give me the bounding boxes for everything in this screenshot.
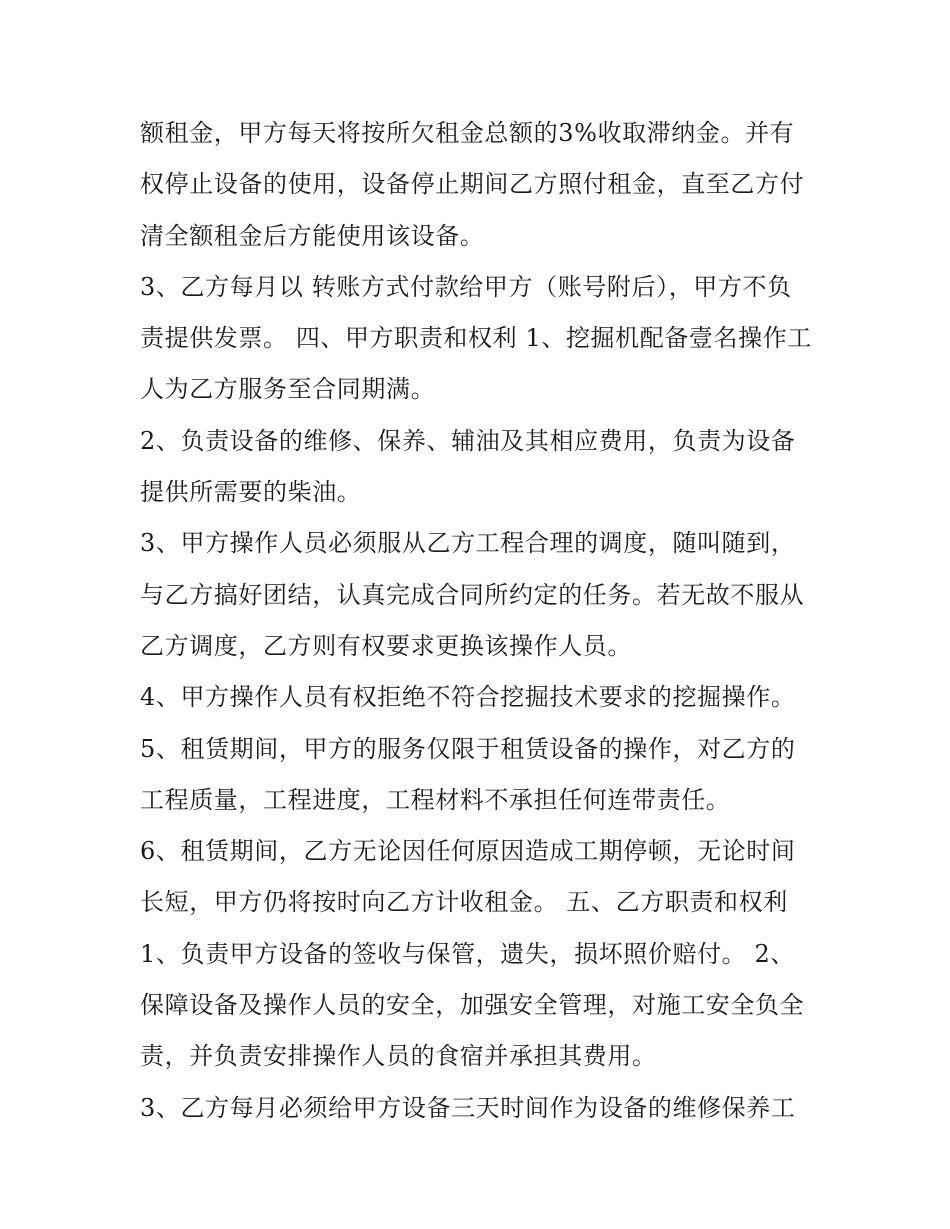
text-line: 5、租赁期间，甲方的服务仅限于租赁设备的操作，对乙方的 <box>140 734 796 763</box>
text-line: 6、租赁期间，乙方无论因任何原因造成工期停顿，无论时间 <box>140 837 796 866</box>
text-line: 4、甲方操作人员有权拒绝不符合挖掘技术要求的挖掘操作。 <box>140 683 796 712</box>
text-line: 3、甲方操作人员必须服从乙方工程合理的调度，随叫随到， <box>140 529 796 558</box>
text-line: 清全额租金后方能使用该设备。 <box>140 221 485 250</box>
text-line: 3、乙方每月以 转账方式付款给甲方（账号附后），甲方不负 <box>140 272 792 301</box>
text-line: 2、负责设备的维修、保养、辅油及其相应费用，负责为设备 <box>140 426 796 455</box>
text-line: 与乙方搞好团结，认真完成合同所约定的任务。若无故不服从 <box>140 580 805 609</box>
text-line: 权停止设备的使用，设备停止期间乙方照付租金，直至乙方付 <box>140 170 805 199</box>
text-line: 责，并负责安排操作人员的食宿并承担其费用。 <box>140 1042 657 1071</box>
text-line: 提供所需要的柴油。 <box>140 478 362 507</box>
text-line: 额租金，甲方每天将按所欠租金总额的3%收取滞纳金。并有 <box>140 119 795 147</box>
text-line: 人为乙方服务至合同期满。 <box>140 375 436 404</box>
text-line: 保障设备及操作人员的安全，加强安全管理，对施工安全负全 <box>140 991 805 1020</box>
text-line: 3、乙方每月必须给甲方设备三天时间作为设备的维修保养工 <box>140 1093 796 1122</box>
text-line: 乙方调度，乙方则有权要求更换该操作人员。 <box>140 631 632 660</box>
text-line: 工程质量，工程进度，工程材料不承担任何连带责任。 <box>140 785 731 814</box>
text-line: 责提供发票。 四、甲方职责和权利 1、挖掘机配备壹名操作工 <box>140 324 812 353</box>
text-line: 长短，甲方仍将按时向乙方计收租金。 五、乙方职责和权利 <box>140 888 788 917</box>
contract-text-body <box>140 108 820 1134</box>
text-line: 1、负责甲方设备的签收与保管，遗失，损坏照价赔付。 2、 <box>140 939 795 968</box>
